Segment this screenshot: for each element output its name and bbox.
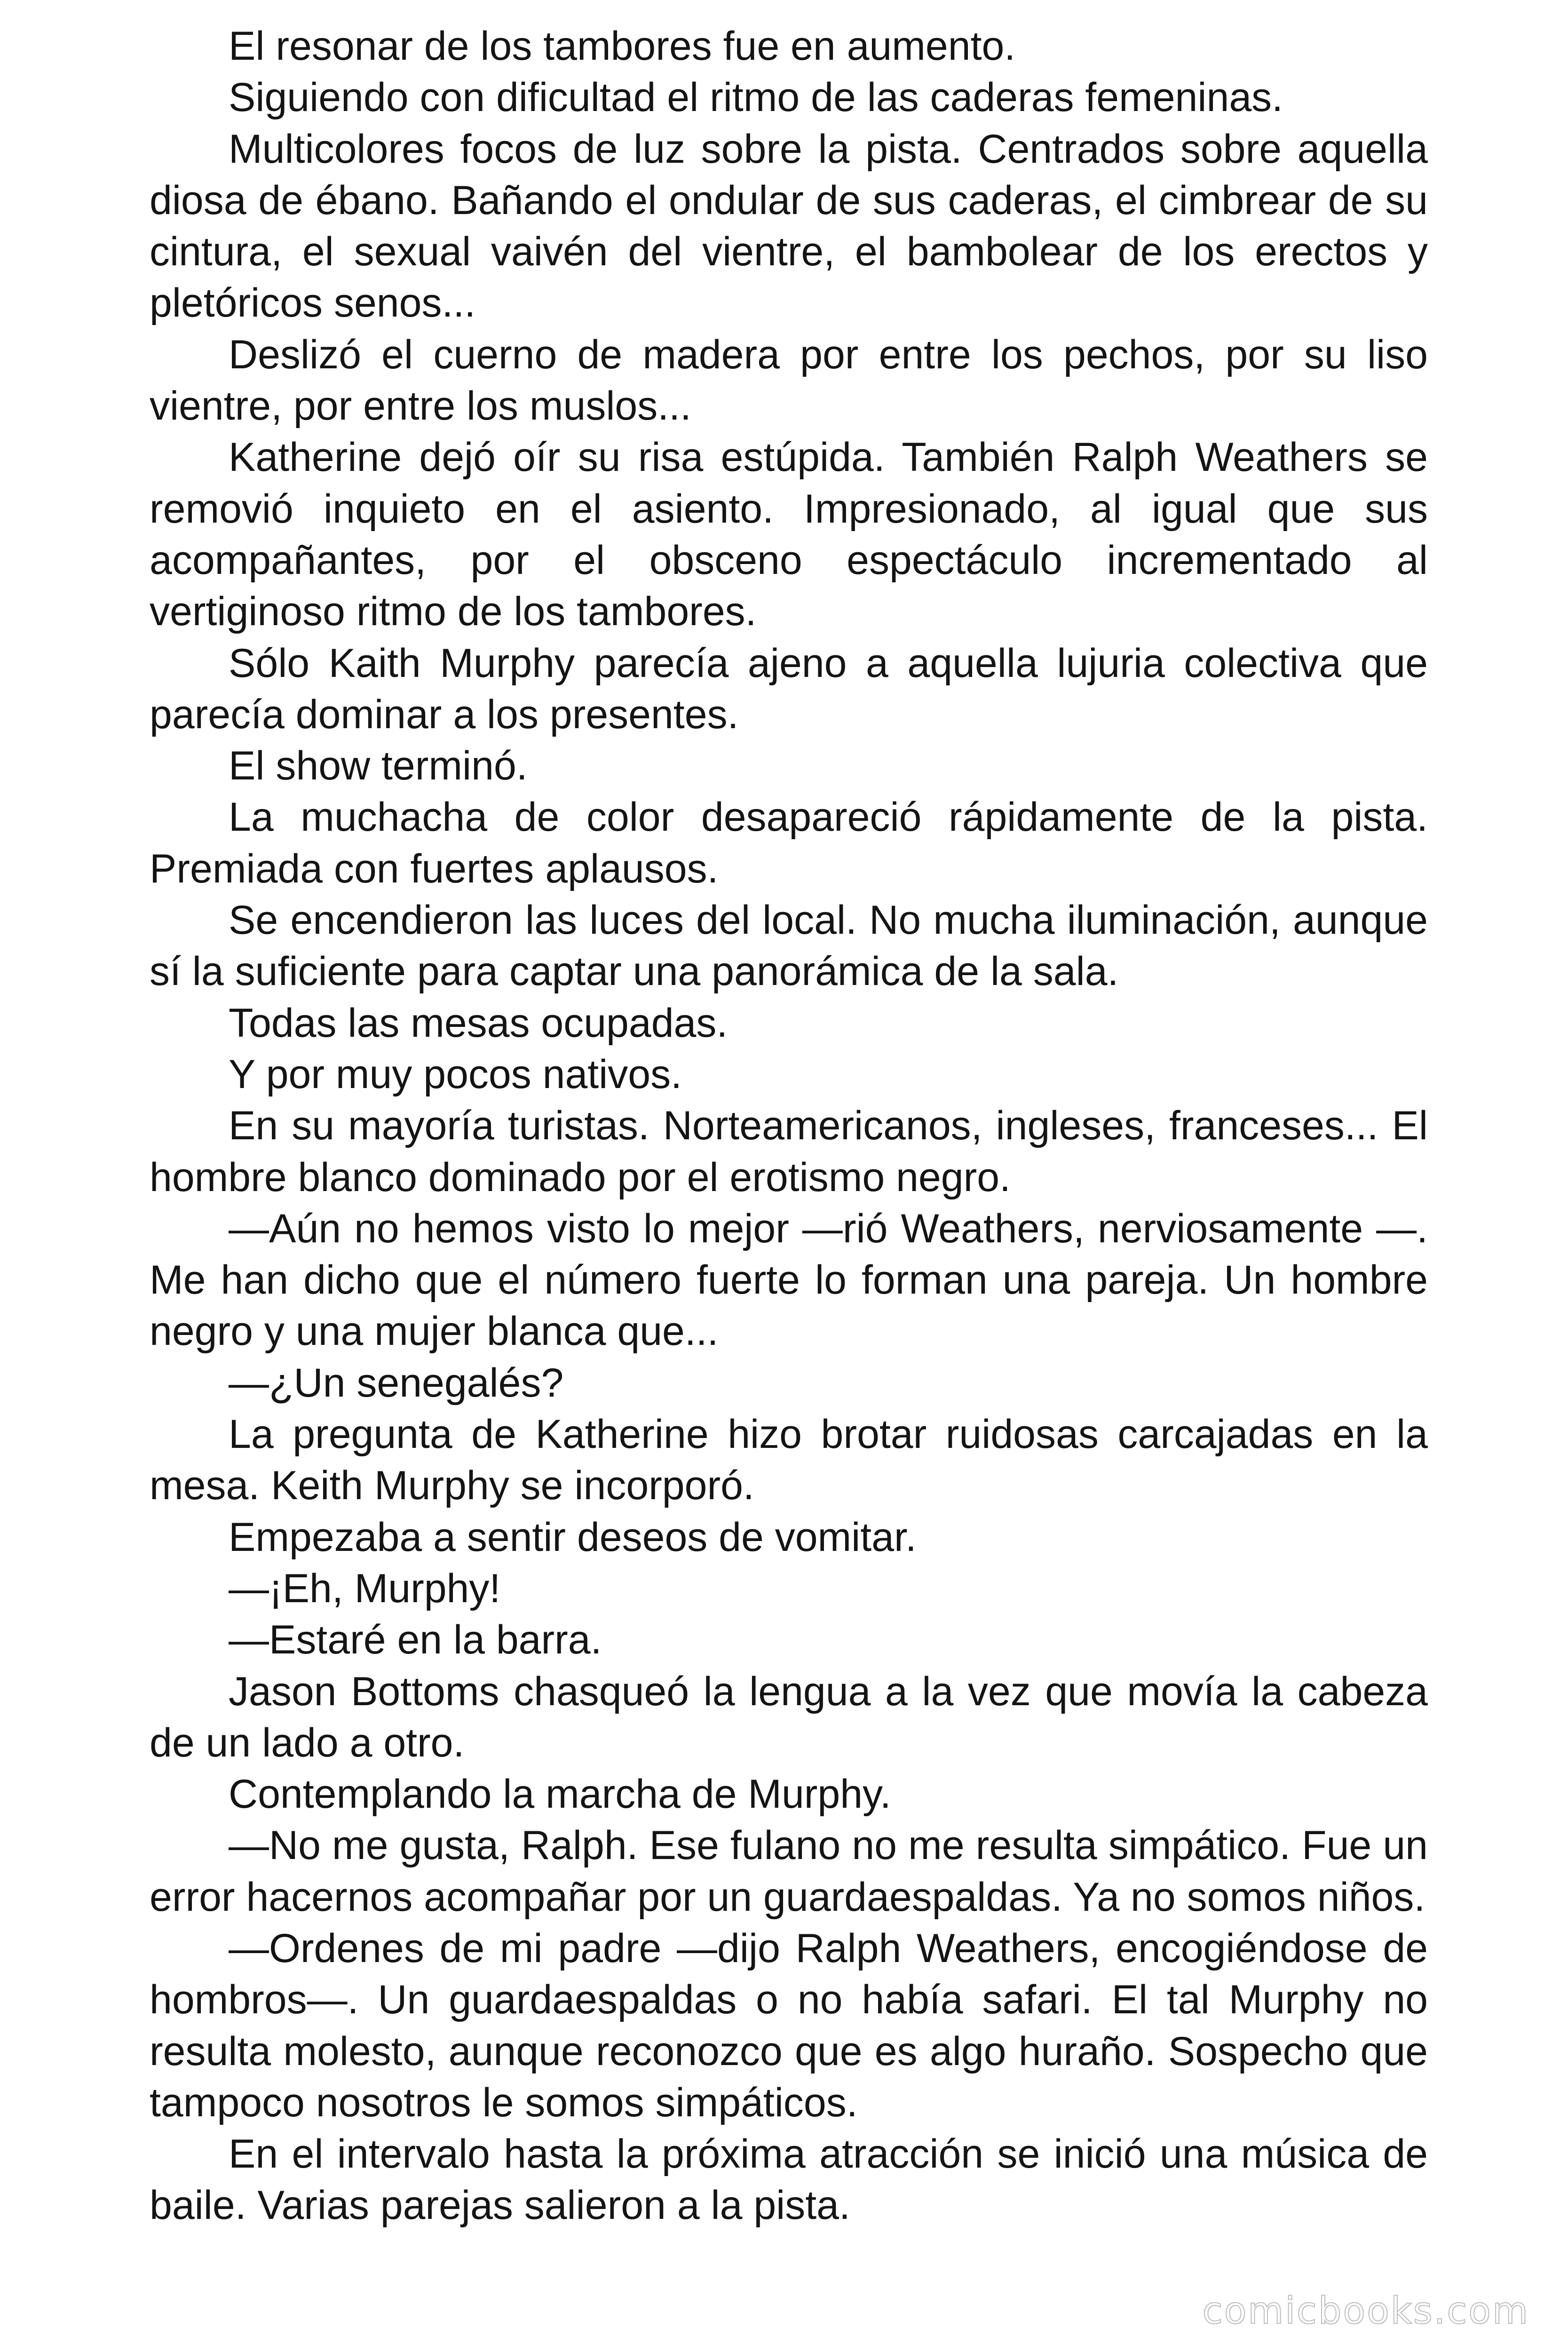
paragraph: La muchacha de color desapareció rápidamente de la pista. Premiada con fuertes aplausos. [150, 795, 1428, 891]
paragraph: —No me gusta, Ralph. Ese fulano no me resulta simpático. Fue un error hacernos acompañar por un guardaespaldas. Ya no somos niños. [150, 1823, 1428, 1920]
paragraph: El resonar de los tambores fue en aumento. [229, 24, 1016, 69]
paragraph: Katherine dejó oír su risa estúpida. También Ralph Weathers se removió inquieto en el asiento. Impresionado, al igual que sus acompañantes, por el obsceno espectáculo incrementado al vertiginoso ritmo de los tambores. [150, 435, 1428, 635]
paragraph: El show terminó. [229, 743, 528, 789]
paragraph: Multicolores focos de luz sobre la pista. Centrados sobre aquella diosa de ébano. Bañando el ondular de sus caderas, el cimbrear de su cintura, el sexual vaivén del vientre, el bambolear de los erectos y pletóricos senos... [150, 126, 1428, 326]
paragraph: —¿Un senegalés? [229, 1360, 564, 1406]
paragraph: Jason Bottoms chasqueó la lengua a la vez que movía la cabeza de un lado a otro. [150, 1669, 1428, 1765]
paragraph: Sólo Kaith Murphy parecía ajeno a aquella lujuria colectiva que parecía dominar a los presentes. [150, 640, 1428, 737]
paragraph: La pregunta de Katherine hizo brotar ruidosas carcajadas en la mesa. Keith Murphy se incorporó. [150, 1412, 1428, 1509]
paragraph: Contemplando la marcha de Murphy. [229, 1772, 891, 1817]
paragraph: —Estaré en la barra. [229, 1617, 602, 1663]
paragraph: Siguiendo con dificultad el ritmo de las caderas femeninas. [229, 75, 1283, 120]
paragraph: En el intervalo hasta la próxima atracción se inició una música de baile. Varias parejas salieron a la pista. [150, 2131, 1428, 2228]
paragraph: Deslizó el cuerno de madera por entre los pechos, por su liso vientre, por entre los muslos... [150, 332, 1428, 429]
paragraph: Todas las mesas ocupadas. [229, 1000, 728, 1046]
paragraph: En su mayoría turistas. Norteamericanos, ingleses, franceses... El hombre blanco dominado por el erotismo negro. [150, 1103, 1428, 1200]
watermark: comicbooks.com [1202, 2290, 1529, 2332]
paragraph: Se encendieron las luces del local. No mucha iluminación, aunque sí la suficiente para captar una panorámica de la sala. [150, 898, 1428, 994]
page-text [150, 21, 1428, 2232]
paragraph: Empezaba a sentir deseos de vomitar. [229, 1514, 917, 1560]
paragraph: —¡Eh, Murphy! [229, 1565, 501, 1611]
paragraph: Y por muy pocos nativos. [229, 1051, 682, 1097]
paragraph: —Ordenes de mi padre —dijo Ralph Weathers, encogiéndose de hombros—. Un guardaespaldas o no había safari. El tal Murphy no resulta molesto, aunque reconozco que es algo huraño. Sospecho que tampoco nosotros le somos simpáticos. [150, 1925, 1428, 2125]
paragraph: —Aún no hemos visto lo mejor —rió Weathers, nerviosamente —. Me han dicho que el número fuerte lo forman una pareja. Un hombre negro y una mujer blanca que... [150, 1206, 1428, 1354]
